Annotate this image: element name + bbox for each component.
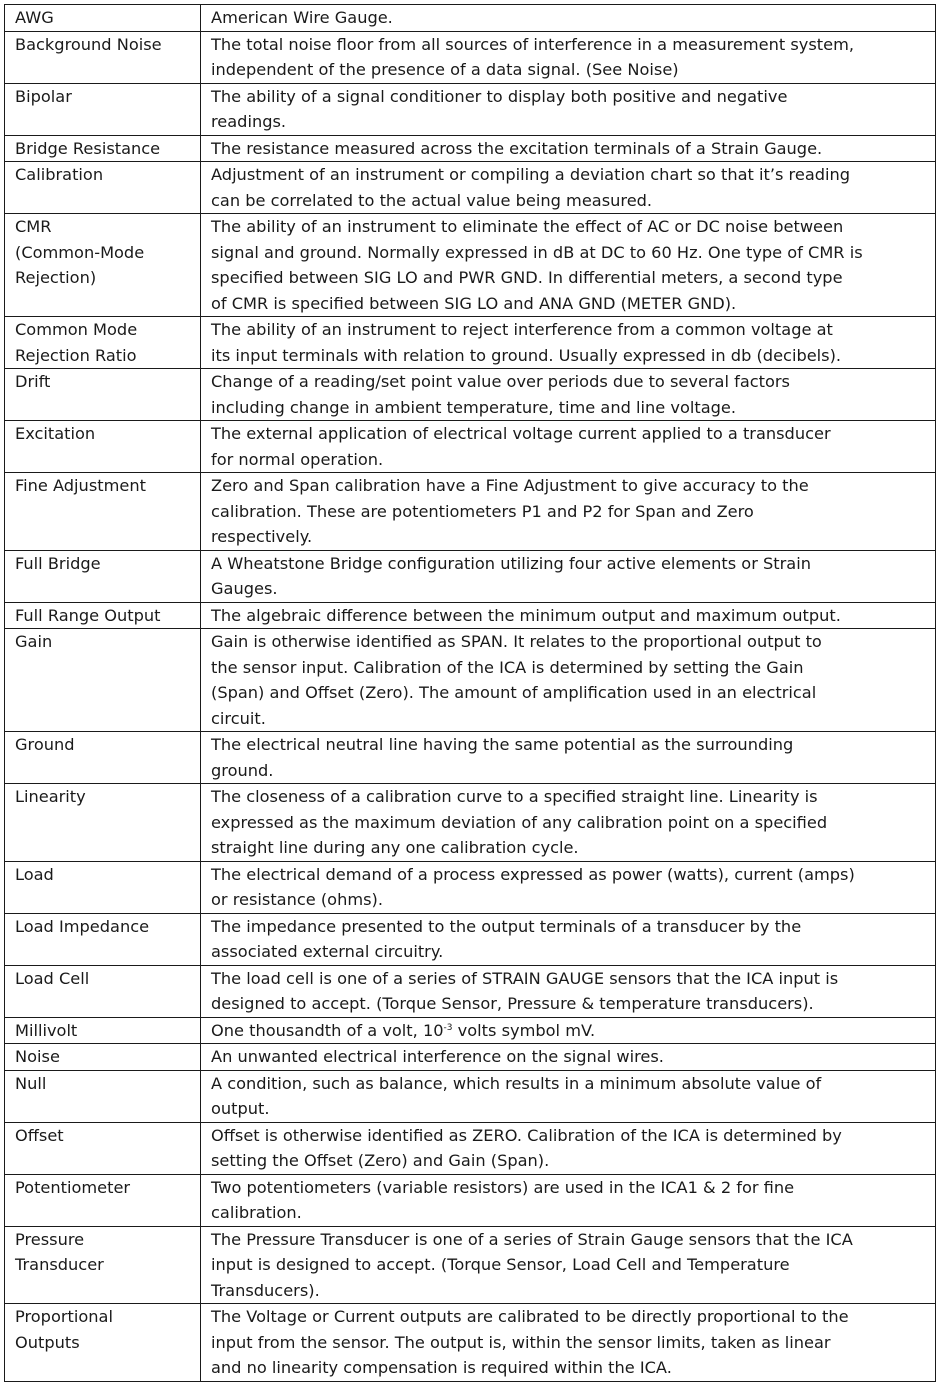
definition: The load cell is one of a series of STRAIN GAUGE sensors that the ICA input is designed to accept. (Torque Sensor, Pressure & temperature transducers). bbox=[201, 965, 936, 1017]
glossary-row-null bbox=[5, 1070, 936, 1122]
glossary-row-proportional-outputs bbox=[5, 1304, 936, 1382]
term: Common Mode Rejection Ratio bbox=[5, 317, 201, 369]
term: CMR (Common-Mode Rejection) bbox=[5, 214, 201, 317]
glossary-table bbox=[4, 4, 936, 1382]
glossary-row-pressure-transducer bbox=[5, 1226, 936, 1304]
term: Load Impedance bbox=[5, 913, 201, 965]
definition-text-end: volts symbol mV. bbox=[452, 1020, 596, 1040]
definition: A Wheatstone Bridge configuration utilizing four active elements or Strain Gauges. bbox=[201, 550, 936, 602]
term: Linearity bbox=[5, 784, 201, 862]
definition-text: One thousandth of a volt, 10 bbox=[211, 1020, 444, 1040]
definition: The external application of electrical voltage current applied to a transducer for normal operation. bbox=[201, 421, 936, 473]
term: Noise bbox=[5, 1044, 201, 1071]
definition: American Wire Gauge. bbox=[201, 5, 936, 32]
definition: Offset is otherwise identified as ZERO. Calibration of the ICA is determined by setting the Offset (Zero) and Gain (Span). bbox=[201, 1122, 936, 1174]
glossary-row-cmr bbox=[5, 214, 936, 317]
term: Pressure Transducer bbox=[5, 1226, 201, 1304]
definition: The electrical neutral line having the same potential as the surrounding ground. bbox=[201, 732, 936, 784]
term: Fine Adjustment bbox=[5, 473, 201, 551]
glossary-row-calibration bbox=[5, 162, 936, 214]
glossary-row-bridge-resistance bbox=[5, 135, 936, 162]
glossary-row-noise bbox=[5, 1044, 936, 1071]
exponent: -3 bbox=[443, 1022, 453, 1033]
definition: An unwanted electrical interference on the signal wires. bbox=[201, 1044, 936, 1071]
term: Bridge Resistance bbox=[5, 135, 201, 162]
definition: Two potentiometers (variable resistors) are used in the ICA1 & 2 for fine calibration. bbox=[201, 1174, 936, 1226]
definition: The Voltage or Current outputs are calibrated to be directly proportional to the input from the sensor. The output is, within the sensor limits, taken as linear and no linearity compensation is required within the ICA. bbox=[201, 1304, 936, 1382]
definition bbox=[201, 1017, 936, 1044]
glossary-row-bipolar bbox=[5, 83, 936, 135]
glossary-row-background-noise bbox=[5, 31, 936, 83]
definition: The ability of a signal conditioner to display both positive and negative readings. bbox=[201, 83, 936, 135]
definition: The total noise floor from all sources of interference in a measurement system, independent of the presence of a data signal. (See Noise) bbox=[201, 31, 936, 83]
definition: The impedance presented to the output terminals of a transducer by the associated external circuitry. bbox=[201, 913, 936, 965]
term: Ground bbox=[5, 732, 201, 784]
glossary-row-drift bbox=[5, 369, 936, 421]
glossary-row-gain bbox=[5, 629, 936, 732]
glossary-row-offset bbox=[5, 1122, 936, 1174]
glossary-row-full-bridge bbox=[5, 550, 936, 602]
term: Background Noise bbox=[5, 31, 201, 83]
term: Gain bbox=[5, 629, 201, 732]
definition: Zero and Span calibration have a Fine Adjustment to give accuracy to the calibration. These are potentiometers P1 and P2 for Span and Zero respectively. bbox=[201, 473, 936, 551]
term: Potentiometer bbox=[5, 1174, 201, 1226]
glossary-row-load bbox=[5, 861, 936, 913]
definition: Gain is otherwise identified as SPAN. It relates to the proportional output to the sensor input. Calibration of the ICA is determined by setting the Gain (Span) and Offset (Zero). The amount of amplification used in an electrical circuit. bbox=[201, 629, 936, 732]
term: Full Bridge bbox=[5, 550, 201, 602]
definition: The ability of an instrument to eliminate the effect of AC or DC noise between signal and ground. Normally expressed in dB at DC to 60 Hz. One type of CMR is specified between SIG LO and PWR GND. In differential meters, a second type of CMR is specified between SIG LO and ANA GND (METER GND). bbox=[201, 214, 936, 317]
glossary-row-common-mode-rejection-ratio bbox=[5, 317, 936, 369]
glossary-row-load-cell bbox=[5, 965, 936, 1017]
glossary-row-ground bbox=[5, 732, 936, 784]
term: Offset bbox=[5, 1122, 201, 1174]
term: Calibration bbox=[5, 162, 201, 214]
definition: Change of a reading/set point value over periods due to several factors including change in ambient temperature, time and line voltage. bbox=[201, 369, 936, 421]
term: Excitation bbox=[5, 421, 201, 473]
term: AWG bbox=[5, 5, 201, 32]
term: Load Cell bbox=[5, 965, 201, 1017]
definition: Adjustment of an instrument or compiling a deviation chart so that it’s reading can be correlated to the actual value being measured. bbox=[201, 162, 936, 214]
glossary-row-potentiometer bbox=[5, 1174, 936, 1226]
term: Drift bbox=[5, 369, 201, 421]
term: Load bbox=[5, 861, 201, 913]
definition: The resistance measured across the excitation terminals of a Strain Gauge. bbox=[201, 135, 936, 162]
definition: The electrical demand of a process expressed as power (watts), current (amps) or resistance (ohms). bbox=[201, 861, 936, 913]
glossary-row-full-range-output bbox=[5, 602, 936, 629]
definition: The Pressure Transducer is one of a series of Strain Gauge sensors that the ICA input is designed to accept. (Torque Sensor, Load Cell and Temperature Transducers). bbox=[201, 1226, 936, 1304]
definition: The ability of an instrument to reject interference from a common voltage at its input terminals with relation to ground. Usually expressed in db (decibels). bbox=[201, 317, 936, 369]
glossary-row-millivolt bbox=[5, 1017, 936, 1044]
term: Full Range Output bbox=[5, 602, 201, 629]
glossary-row-linearity bbox=[5, 784, 936, 862]
term: Null bbox=[5, 1070, 201, 1122]
term: Bipolar bbox=[5, 83, 201, 135]
definition: The closeness of a calibration curve to a specified straight line. Linearity is expressed as the maximum deviation of any calibration point on a specified straight line during any one calibration cycle. bbox=[201, 784, 936, 862]
term: Millivolt bbox=[5, 1017, 201, 1044]
glossary-row-awg bbox=[5, 5, 936, 32]
glossary-row-load-impedance bbox=[5, 913, 936, 965]
term: Proportional Outputs bbox=[5, 1304, 201, 1382]
definition: A condition, such as balance, which results in a minimum absolute value of output. bbox=[201, 1070, 936, 1122]
definition: The algebraic difference between the minimum output and maximum output. bbox=[201, 602, 936, 629]
glossary-row-excitation bbox=[5, 421, 936, 473]
glossary-row-fine-adjustment bbox=[5, 473, 936, 551]
